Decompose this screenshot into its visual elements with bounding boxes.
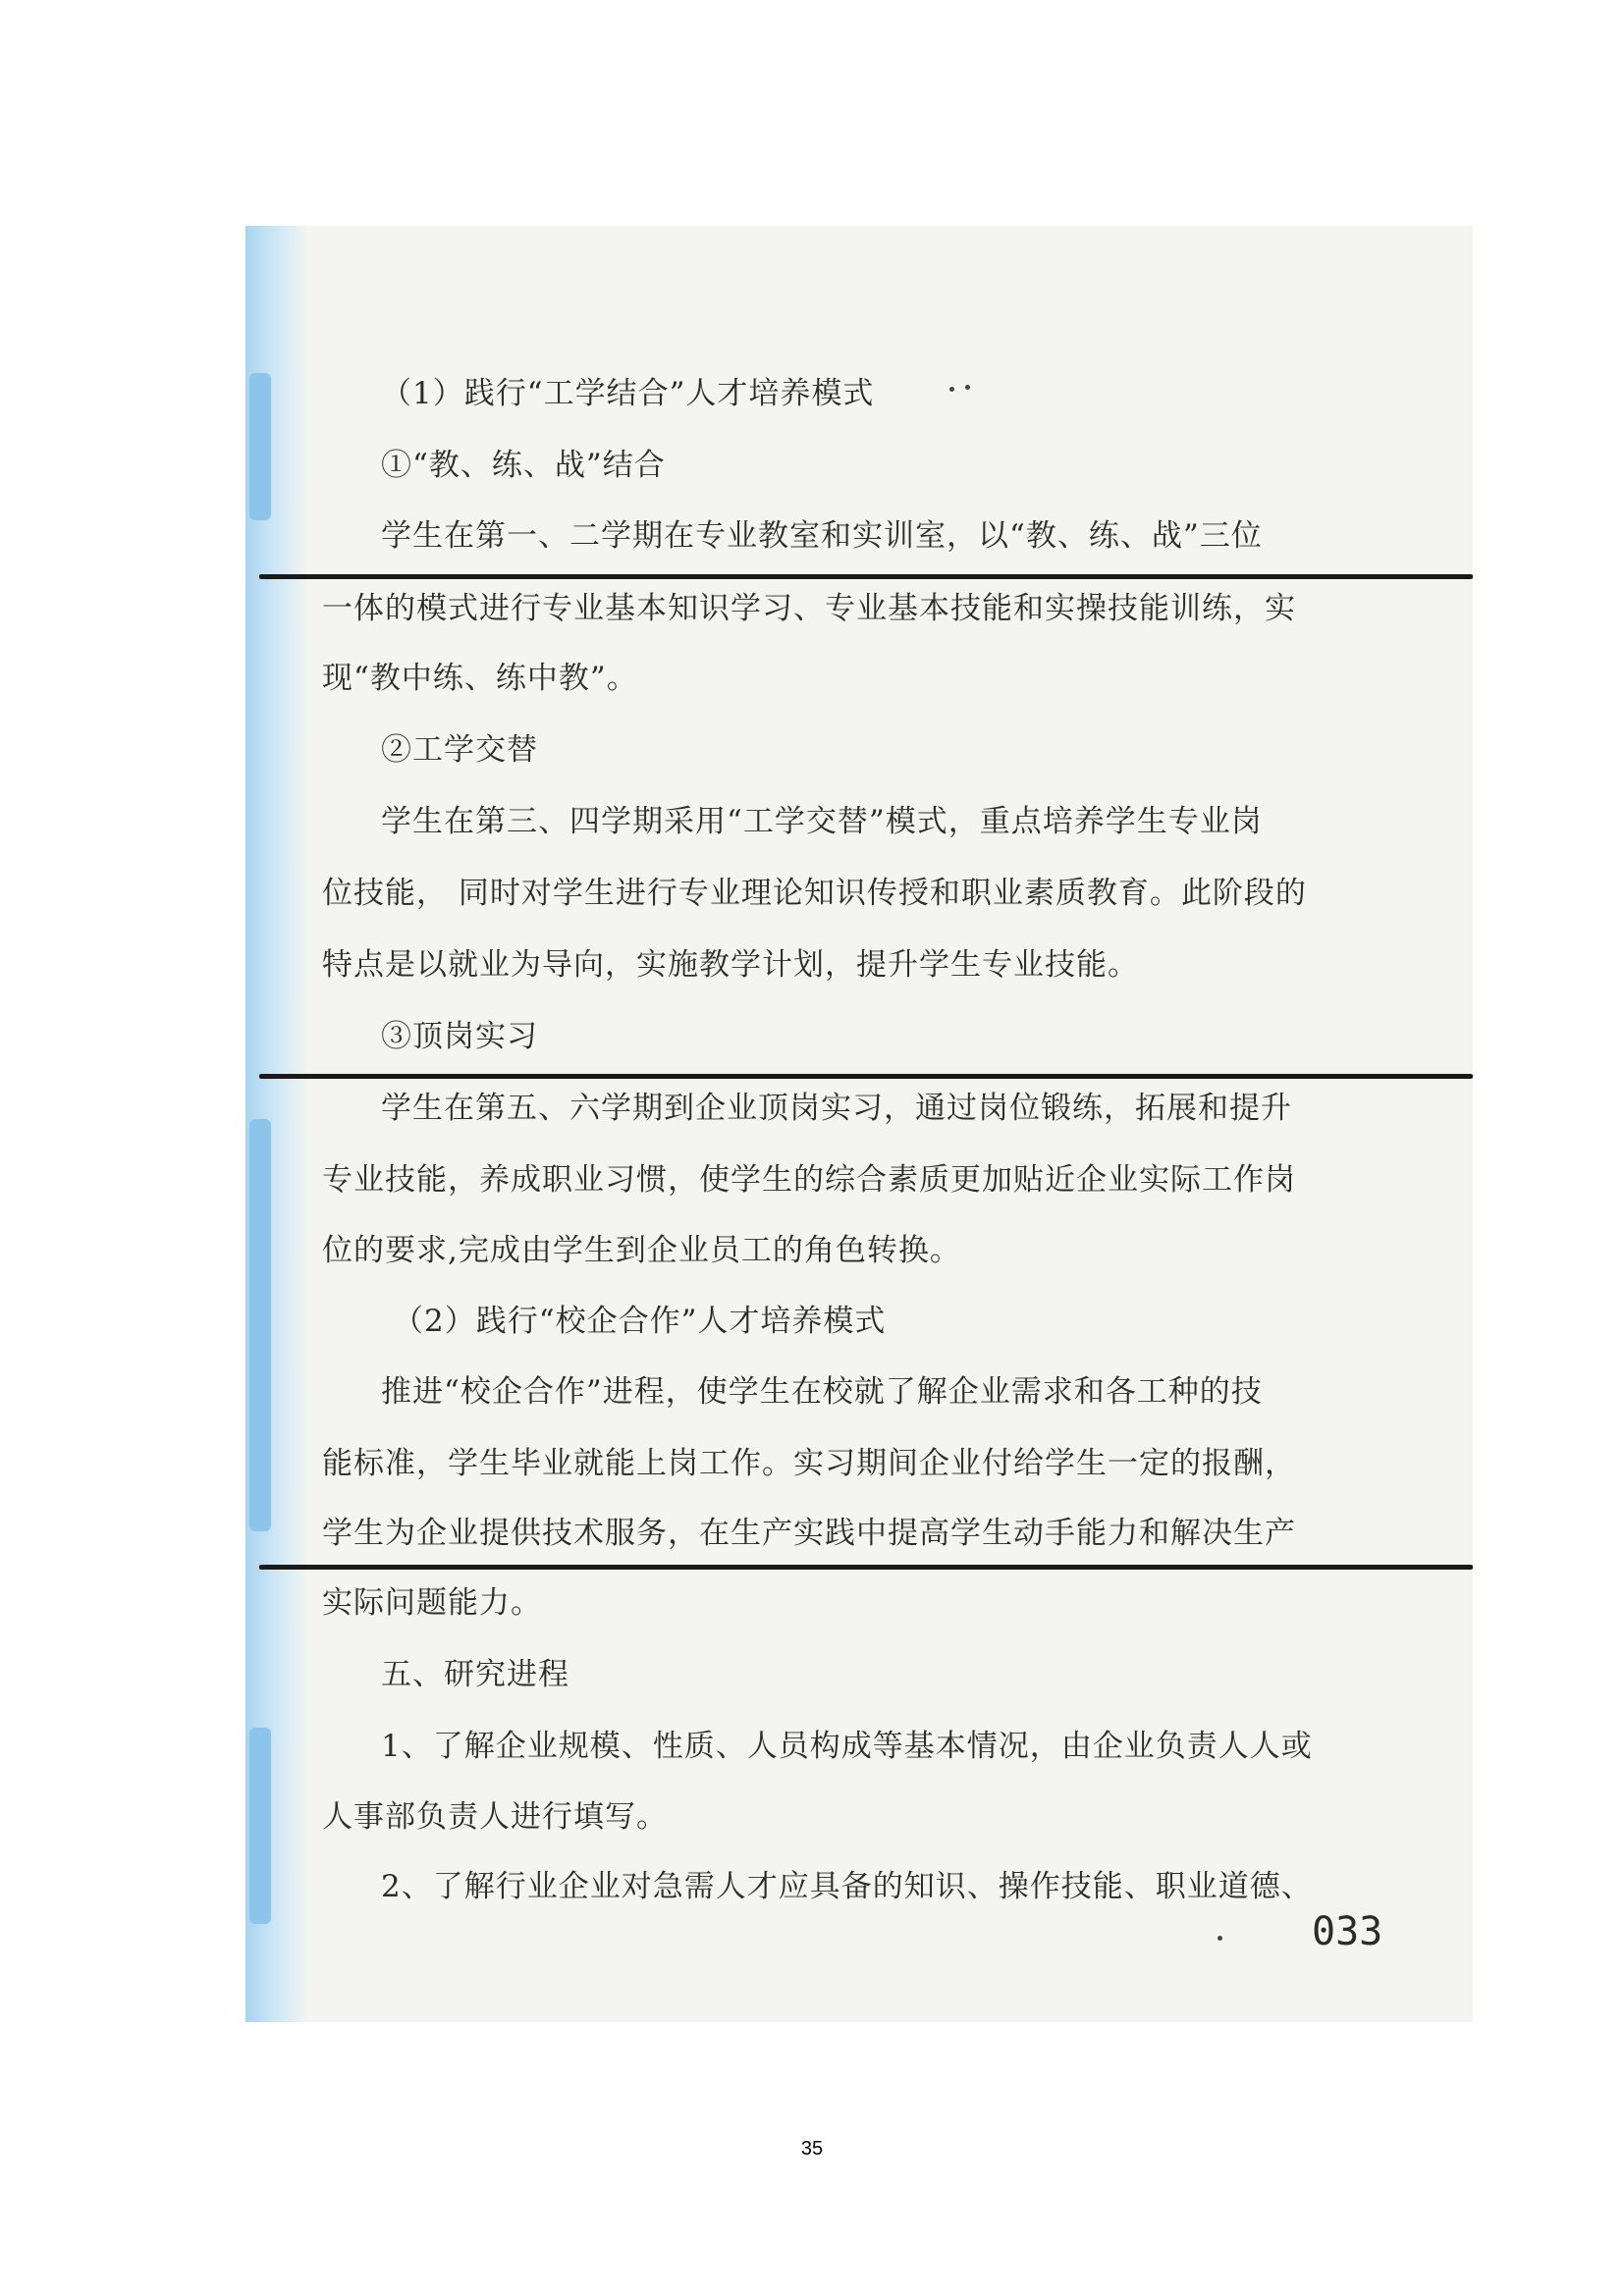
text-line: 学生在第三、四学期采用“工学交替”模式，重点培养学生专业岗 xyxy=(381,804,1263,839)
text-line: 实际问题能力。 xyxy=(322,1585,542,1621)
text-line: 2、了解行业企业对急需人才应具备的知识、操作技能、职业道德、 xyxy=(381,1869,1313,1904)
text-line: （1）践行“工学结合”人才培养模式 xyxy=(381,376,875,411)
stamp-number: 033 xyxy=(1312,1909,1383,1954)
text-line: 能标准，学生毕业就能上岗工作。实习期间企业付给学生一定的报酬， xyxy=(322,1446,1296,1481)
text-line: 位的要求,完成由学生到企业员工的角色转换。 xyxy=(322,1233,961,1268)
text-line: ②工学交替 xyxy=(381,732,538,768)
black-rule-line xyxy=(259,1074,1473,1079)
text-line: 现“教中练、练中教”。 xyxy=(322,661,638,696)
text-line: 位技能， 同时对学生进行专业理论知识传授和职业素质教育。此阶段的 xyxy=(322,876,1307,911)
section-heading: 五、研究进程 xyxy=(381,1657,569,1692)
text-line: ①“教、练、战”结合 xyxy=(381,448,666,483)
text-line: 学生为企业提供技术服务，在生产实践中提高学生动手能力和解决生产 xyxy=(322,1516,1296,1551)
text-line: 推进“校企合作”进程，使学生在校就了解企业需求和各工种的技 xyxy=(381,1374,1263,1410)
blue-edge-strip xyxy=(249,373,271,520)
black-rule-line xyxy=(259,574,1473,579)
speck-dot xyxy=(965,385,970,390)
text-line: 人事部负责人进行填写。 xyxy=(322,1799,668,1835)
text-line: 学生在第五、六学期到企业顶岗实习，通过岗位锻练，拓展和提升 xyxy=(381,1091,1292,1126)
text-line: （2）践行“校企合作”人才培养模式 xyxy=(393,1304,887,1339)
black-rule-line xyxy=(259,1565,1473,1570)
blue-edge-strip xyxy=(249,1728,271,1924)
speck-dot xyxy=(1218,1936,1222,1941)
text-line: 专业技能，养成职业习惯，使学生的综合素质更加贴近企业实际工作岗 xyxy=(322,1162,1296,1198)
text-line: 一体的模式进行专业基本知识学习、专业基本技能和实操技能训练，实 xyxy=(322,591,1296,626)
text-line: 1、了解企业规模、性质、人员构成等基本情况，由企业负责人人或 xyxy=(381,1729,1313,1764)
text-line: 特点是以就业为导向，实施教学计划，提升学生专业技能。 xyxy=(322,947,1139,983)
speck-dot xyxy=(949,387,954,392)
text-line: ③顶岗实习 xyxy=(381,1019,538,1054)
text-line: 学生在第一、二学期在专业教室和实训室，以“教、练、战”三位 xyxy=(381,518,1263,554)
page-number: 35 xyxy=(800,2138,824,2160)
blue-edge-strip xyxy=(249,1119,271,1531)
